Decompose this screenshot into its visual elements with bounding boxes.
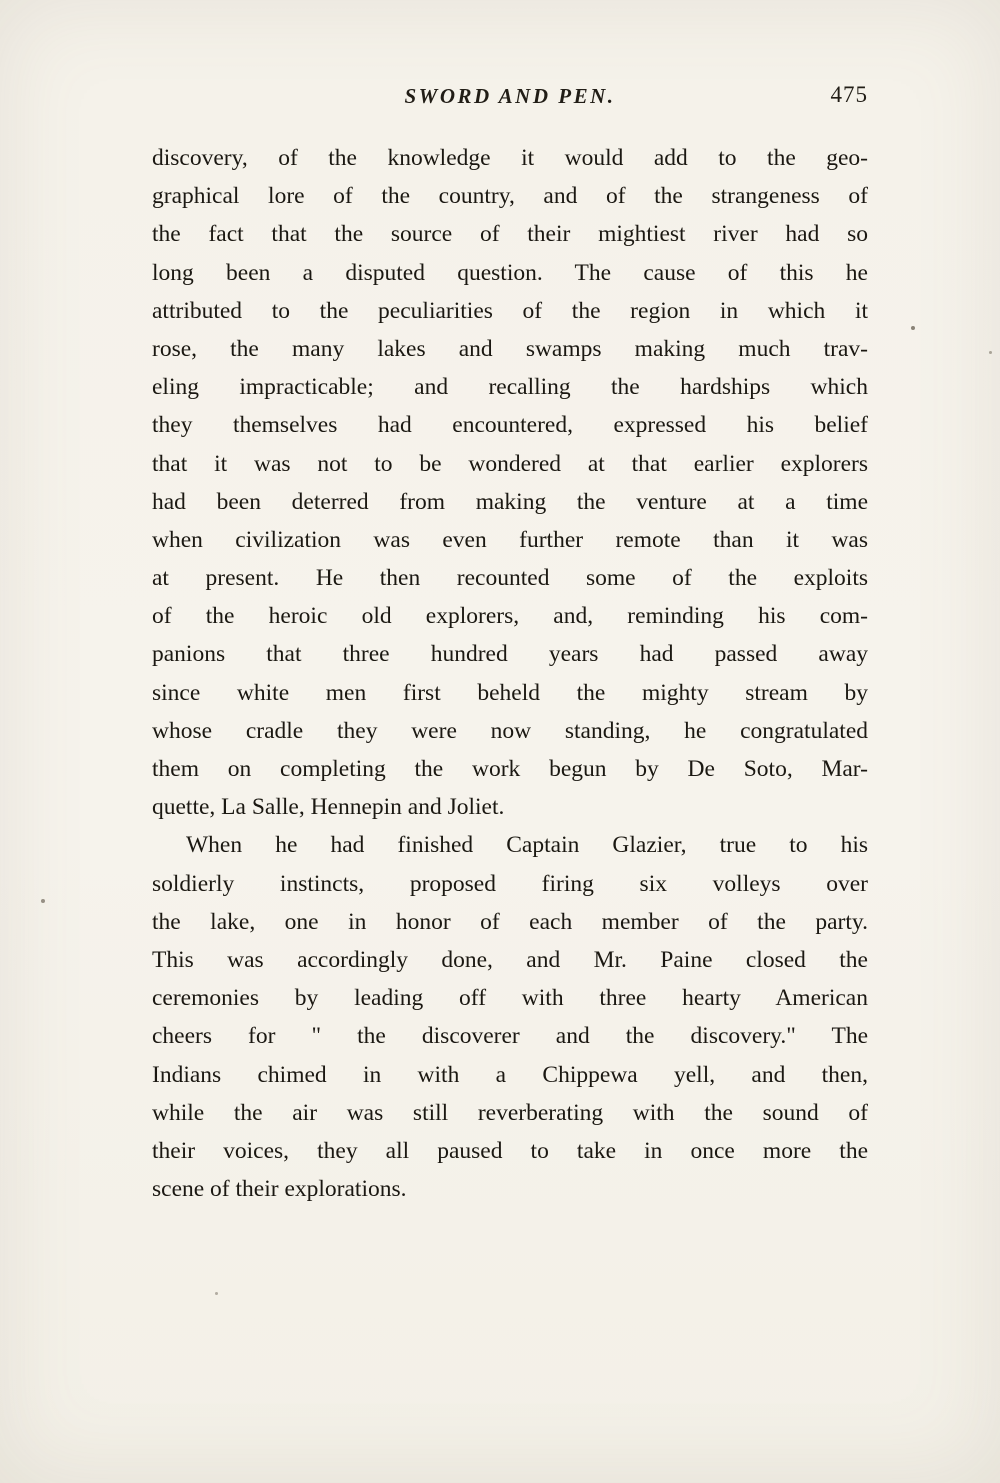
text-line: the lake, one in honor of each member of the party. (152, 908, 868, 935)
text-line: discovery, of the knowledge it would add to the geo- (152, 145, 868, 171)
text-line: quette, La Salle, Hennepin and Joliet. (152, 794, 505, 821)
scan-speck (215, 1292, 218, 1295)
running-header-title: SWORD AND PEN. (404, 84, 616, 108)
text-line: of the heroic old explorers, and, reminding his com- (152, 603, 868, 630)
text-line: graphical lore of the country, and of the strangeness of (152, 183, 868, 210)
text-line: This was accordingly done, and Mr. Paine closed the (152, 946, 868, 973)
text-line: since white men first beheld the mighty stream by (152, 679, 868, 706)
scan-speck (911, 326, 915, 330)
text-line: rose, the many lakes and swamps making much trav- (152, 335, 868, 362)
text-line: scene of their explorations. (152, 1176, 407, 1203)
text-line: the fact that the source of their mightiest river had so (152, 221, 868, 248)
text-line: had been deterred from making the venture at a time (152, 488, 868, 515)
text-line: their voices, they all paused to take in once more the (152, 1137, 868, 1164)
text-line: that it was not to be wondered at that earlier explorers (152, 450, 868, 477)
scan-speck (41, 899, 45, 903)
text-line: attributed to the peculiarities of the region in which it (152, 297, 868, 324)
text-line: ceremonies by leading off with three hearty American (152, 985, 868, 1012)
text-line: When he had finished Captain Glazier, true to his (186, 832, 868, 859)
text-line: at present. He then recounted some of the exploits (152, 565, 868, 592)
scan-speck (989, 351, 992, 354)
text-line: Indians chimed in with a Chippewa yell, and then, (152, 1061, 868, 1088)
page-number: 475 (830, 82, 868, 107)
paragraph (152, 139, 868, 826)
body-text (152, 139, 868, 1208)
text-line: while the air was still reverberating with the sound of (152, 1099, 868, 1126)
text-line: whose cradle they were now standing, he congratulated (152, 717, 868, 744)
text-line: when civilization was even further remote than it was (152, 526, 868, 553)
running-header (152, 84, 868, 116)
text-line: them on completing the work begun by De Soto, Mar- (152, 756, 868, 782)
text-line: eling impracticable; and recalling the hardships which (152, 374, 868, 401)
text-line: long been a disputed question. The cause of this he (152, 259, 868, 286)
text-line: cheers for " the discoverer and the discovery." The (152, 1023, 868, 1050)
text-line: soldierly instincts, proposed firing six volleys over (152, 870, 868, 897)
paragraph (152, 826, 868, 1208)
text-line: panions that three hundred years had passed away (152, 641, 868, 668)
text-line: they themselves had encountered, expressed his belief (152, 412, 868, 439)
